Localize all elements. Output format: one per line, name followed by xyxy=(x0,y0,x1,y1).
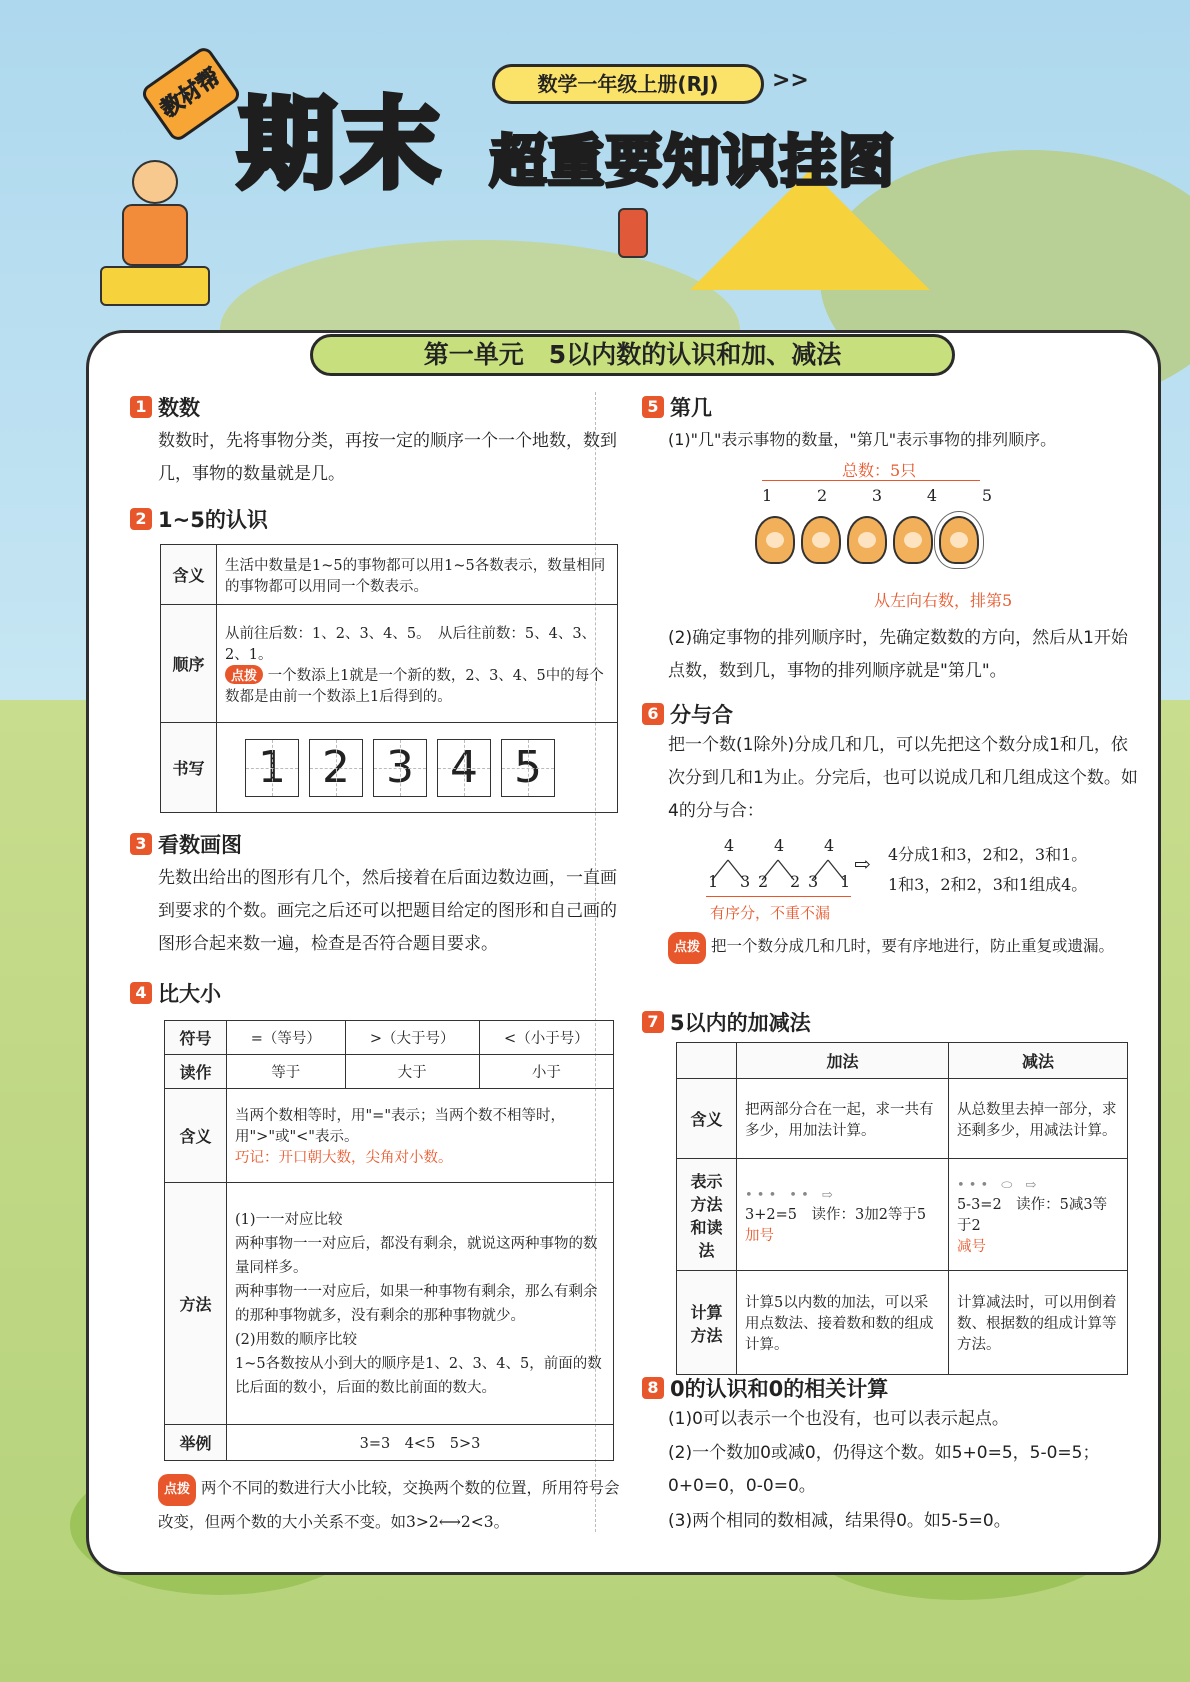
dots-icon: • • • ⬭ ⇨ xyxy=(956,1177,1037,1193)
mnemonic-text: 巧记：开口朝大数，尖角对小数。 xyxy=(235,1150,453,1166)
table-cell: 大于 xyxy=(345,1055,479,1089)
split-bottom: 2 xyxy=(758,872,769,891)
split-result: 4分成1和3，2和2，3和1。 xyxy=(888,845,1088,864)
section-number: 4 xyxy=(130,982,152,1004)
monkey-icon xyxy=(801,516,841,564)
split-bottom: 2 xyxy=(790,872,801,891)
section-title: 比大小 xyxy=(158,982,221,1006)
dots-icon: • • • • • ⇨ xyxy=(745,1188,833,1203)
paragraph: (1)"几"表示事物的数量，"第几"表示事物的排列顺序。 xyxy=(668,430,1057,449)
row-header: 含义 xyxy=(165,1089,227,1183)
monkey-icon xyxy=(847,516,887,564)
table-cell xyxy=(227,1089,614,1183)
split-bottom: 3 xyxy=(808,872,819,891)
plus-sign-label: 加号 xyxy=(745,1228,774,1244)
table-cell: =（等号） xyxy=(227,1021,346,1055)
row-header: 读作 xyxy=(165,1055,227,1089)
addsub-table xyxy=(676,1042,1128,1375)
method-line: 两种事物一一对应后，如果一种事物有剩余，那么有剩余的那种事物就多，没有剩余的那种事物就少。 xyxy=(235,1283,598,1324)
row-header: 举例 xyxy=(165,1425,227,1461)
table-cell: 等于 xyxy=(227,1055,346,1089)
row-header: 符号 xyxy=(165,1021,227,1055)
tip-text: 两个不同的数进行大小比较，交换两个数的位置，所用符号会改变，但两个数的大小关系不变。如3>2⟷2<3。 xyxy=(158,1479,620,1531)
paragraph: (2)确定事物的排列顺序时，先确定数数的方向，然后从1开始点数，数到几，事物的排列顺序就是"第几"。 xyxy=(668,628,1128,681)
row-header: 计算方法 xyxy=(677,1271,737,1375)
split-top: 4 xyxy=(824,836,835,855)
split-top: 4 xyxy=(724,836,735,855)
digit-box: 5 xyxy=(501,739,555,797)
count-number: 3 xyxy=(871,486,883,505)
split-lines xyxy=(706,856,856,886)
tip-badge: 点拨 xyxy=(225,665,263,684)
total-label: 总数：5只 xyxy=(842,461,917,480)
digit-box: 1 xyxy=(245,739,299,797)
section-title: 数数 xyxy=(158,396,200,420)
table-cell xyxy=(217,605,618,723)
arrows-icon: >> xyxy=(772,68,809,93)
section-number: 2 xyxy=(130,508,152,530)
brand-badge: 教材帮 xyxy=(139,44,243,143)
paragraph: 先数出给出的图形有几个，然后接着在后面边数边画，一直画到要求的个数。画完之后还可以把题目给定的图形和自己画的图形合起来数一遍，检查是否符合题目要求。 xyxy=(158,868,617,954)
method-line: 两种事物一一对应后，都没有剩余，就说这两种事物的数量同样多。 xyxy=(235,1235,598,1276)
page-subtitle: 超重要知识挂图 xyxy=(490,130,896,195)
row-header: 书写 xyxy=(161,723,217,813)
lantern-illustration xyxy=(618,208,648,258)
grade-label: 数学一年级上册(RJ) xyxy=(492,64,764,104)
row-header: 顺序 xyxy=(161,605,217,723)
section-number: 7 xyxy=(642,1011,664,1033)
section-title: 看数画图 xyxy=(158,833,242,857)
sub-example: 5-3=2 读作：5减3等于2 xyxy=(956,1196,1108,1234)
monkey-icon xyxy=(755,516,795,564)
section-title: 分与合 xyxy=(670,703,733,727)
split-bottom: 1 xyxy=(708,872,719,891)
column-header: 减法 xyxy=(948,1043,1127,1079)
method-line: (1)一一对应比较 xyxy=(235,1211,343,1228)
compare-table xyxy=(164,1020,614,1461)
table-cell: 3=3 4<5 5>3 xyxy=(227,1425,614,1461)
count-figure xyxy=(762,458,1022,608)
count-number: 2 xyxy=(816,486,828,505)
table-cell xyxy=(948,1159,1127,1271)
row-header: 含义 xyxy=(161,545,217,605)
section-title: 第几 xyxy=(670,396,712,420)
section-title: 0的认识和0的相关计算 xyxy=(670,1377,889,1401)
boy-illustration xyxy=(100,160,210,310)
digit-box: 3 xyxy=(373,739,427,797)
row-header: 含义 xyxy=(677,1079,737,1159)
paragraph: (2)一个数加0或减0，仍得这个数。如5+0=5，5-0=5；0+0=0，0-0=0。 xyxy=(668,1443,1100,1496)
page-title: 期末 xyxy=(238,88,447,202)
tip-paragraph xyxy=(668,930,1138,964)
order-arrow xyxy=(706,896,851,897)
add-example: 3+2=5 读作：3加2等于5 xyxy=(745,1207,927,1223)
count-number: 5 xyxy=(981,486,992,505)
section-number: 8 xyxy=(642,1377,664,1399)
section-number: 1 xyxy=(130,396,152,418)
split-top: 4 xyxy=(774,836,785,855)
corner-cell xyxy=(677,1043,737,1079)
tip-text: 把一个数分成几和几时，要有序地进行，防止重复或遗漏。 xyxy=(710,937,1114,955)
monkey-icon xyxy=(893,516,933,564)
tip-text: 一个数添上1就是一个新的数，2、3、4、5中的每个数都是由前一个数添上1后得到的。 xyxy=(225,667,604,705)
section-heading xyxy=(642,1007,811,1037)
section-heading xyxy=(130,504,268,534)
tip-paragraph xyxy=(158,1472,624,1538)
section-heading xyxy=(130,829,242,859)
digit-box: 4 xyxy=(437,739,491,797)
table-cell xyxy=(227,1183,614,1425)
section-number: 3 xyxy=(130,833,152,855)
section-number: 6 xyxy=(642,703,664,725)
table-cell: 计算减法时，可以用倒着数、根据数的组成计算等方法。 xyxy=(948,1271,1127,1375)
tip-badge: 点拨 xyxy=(158,1474,196,1506)
table-cell: 把两部分合在一起，求一共有多少，用加法计算。 xyxy=(737,1079,949,1159)
table-cell: >（大于号） xyxy=(345,1021,479,1055)
table-cell: 从总数里去掉一部分，求还剩多少，用减法计算。 xyxy=(948,1079,1127,1159)
number-table xyxy=(160,544,618,813)
split-bottom: 3 xyxy=(740,872,751,891)
row-header: 表示方法和读法 xyxy=(677,1159,737,1271)
meaning-text: 当两个数相等时，用"="表示；当两个数不相等时，用">"或"<"表示。 xyxy=(235,1108,565,1145)
count-number: 4 xyxy=(926,486,938,505)
bracket-line xyxy=(762,480,980,481)
table-cell: 小于 xyxy=(479,1055,613,1089)
section-heading xyxy=(642,1373,888,1403)
table-cell: 计算5以内数的加法，可以采用点数法、接着数和数的组成计算。 xyxy=(737,1271,949,1375)
method-line: (2)用数的顺序比较 xyxy=(235,1331,358,1348)
split-figure xyxy=(706,836,1136,928)
section-title: 1~5的认识 xyxy=(158,508,268,532)
rank-label: 从左向右数，排第5 xyxy=(874,591,1013,610)
join-result: 1和3，2和2，3和1组成4。 xyxy=(888,875,1088,894)
paragraph: 把一个数(1除外)分成几和几，可以先把这个数分成1和几，依次分到几和1为止。分完后，也可以说成几和几组成这个数。如4的分与合： xyxy=(668,735,1138,821)
column-header: 加法 xyxy=(737,1043,949,1079)
table-cell: <（小于号） xyxy=(479,1021,613,1055)
row-header: 方法 xyxy=(165,1183,227,1425)
table-cell xyxy=(737,1159,949,1271)
ordered-label: 有序分，不重不漏 xyxy=(710,904,831,922)
section-heading xyxy=(130,392,200,422)
section-heading xyxy=(642,699,733,729)
section-number: 5 xyxy=(642,396,664,418)
arrow-right-icon: ⇨ xyxy=(854,852,871,876)
monkey-icon xyxy=(939,516,979,564)
section-heading xyxy=(130,978,221,1008)
writing-cell xyxy=(217,723,618,813)
split-bottom: 1 xyxy=(840,872,851,891)
paragraph: 数数时，先将事物分类，再按一定的顺序一个一个地数，数到几，事物的数量就是几。 xyxy=(158,431,617,484)
section-heading xyxy=(642,392,712,422)
table-cell: 生活中数量是1~5的事物都可以用1~5各数表示，数量相同的事物都可以用同一个数表示。 xyxy=(217,545,618,605)
minus-sign-label: 减号 xyxy=(956,1238,986,1255)
unit-heading: 第一单元 5以内数的认识和加、减法 xyxy=(310,334,955,376)
count-number: 1 xyxy=(762,486,773,505)
section-title: 5以内的加减法 xyxy=(670,1011,811,1035)
paragraph: (1)0可以表示一个也没有，也可以表示起点。 xyxy=(668,1409,1009,1429)
tip-badge: 点拨 xyxy=(668,932,706,964)
paragraph: (3)两个相同的数相减，结果得0。如5-5=0。 xyxy=(668,1511,1011,1531)
digit-box: 2 xyxy=(309,739,363,797)
order-text: 从前往后数：1、2、3、4、5。 从后往前数：5、4、3、2、1。 xyxy=(225,625,597,663)
method-line: 1~5各数按从小到大的顺序是1、2、3、4、5，前面的数比后面的数小，后面的数比前面的数大。 xyxy=(235,1355,602,1396)
